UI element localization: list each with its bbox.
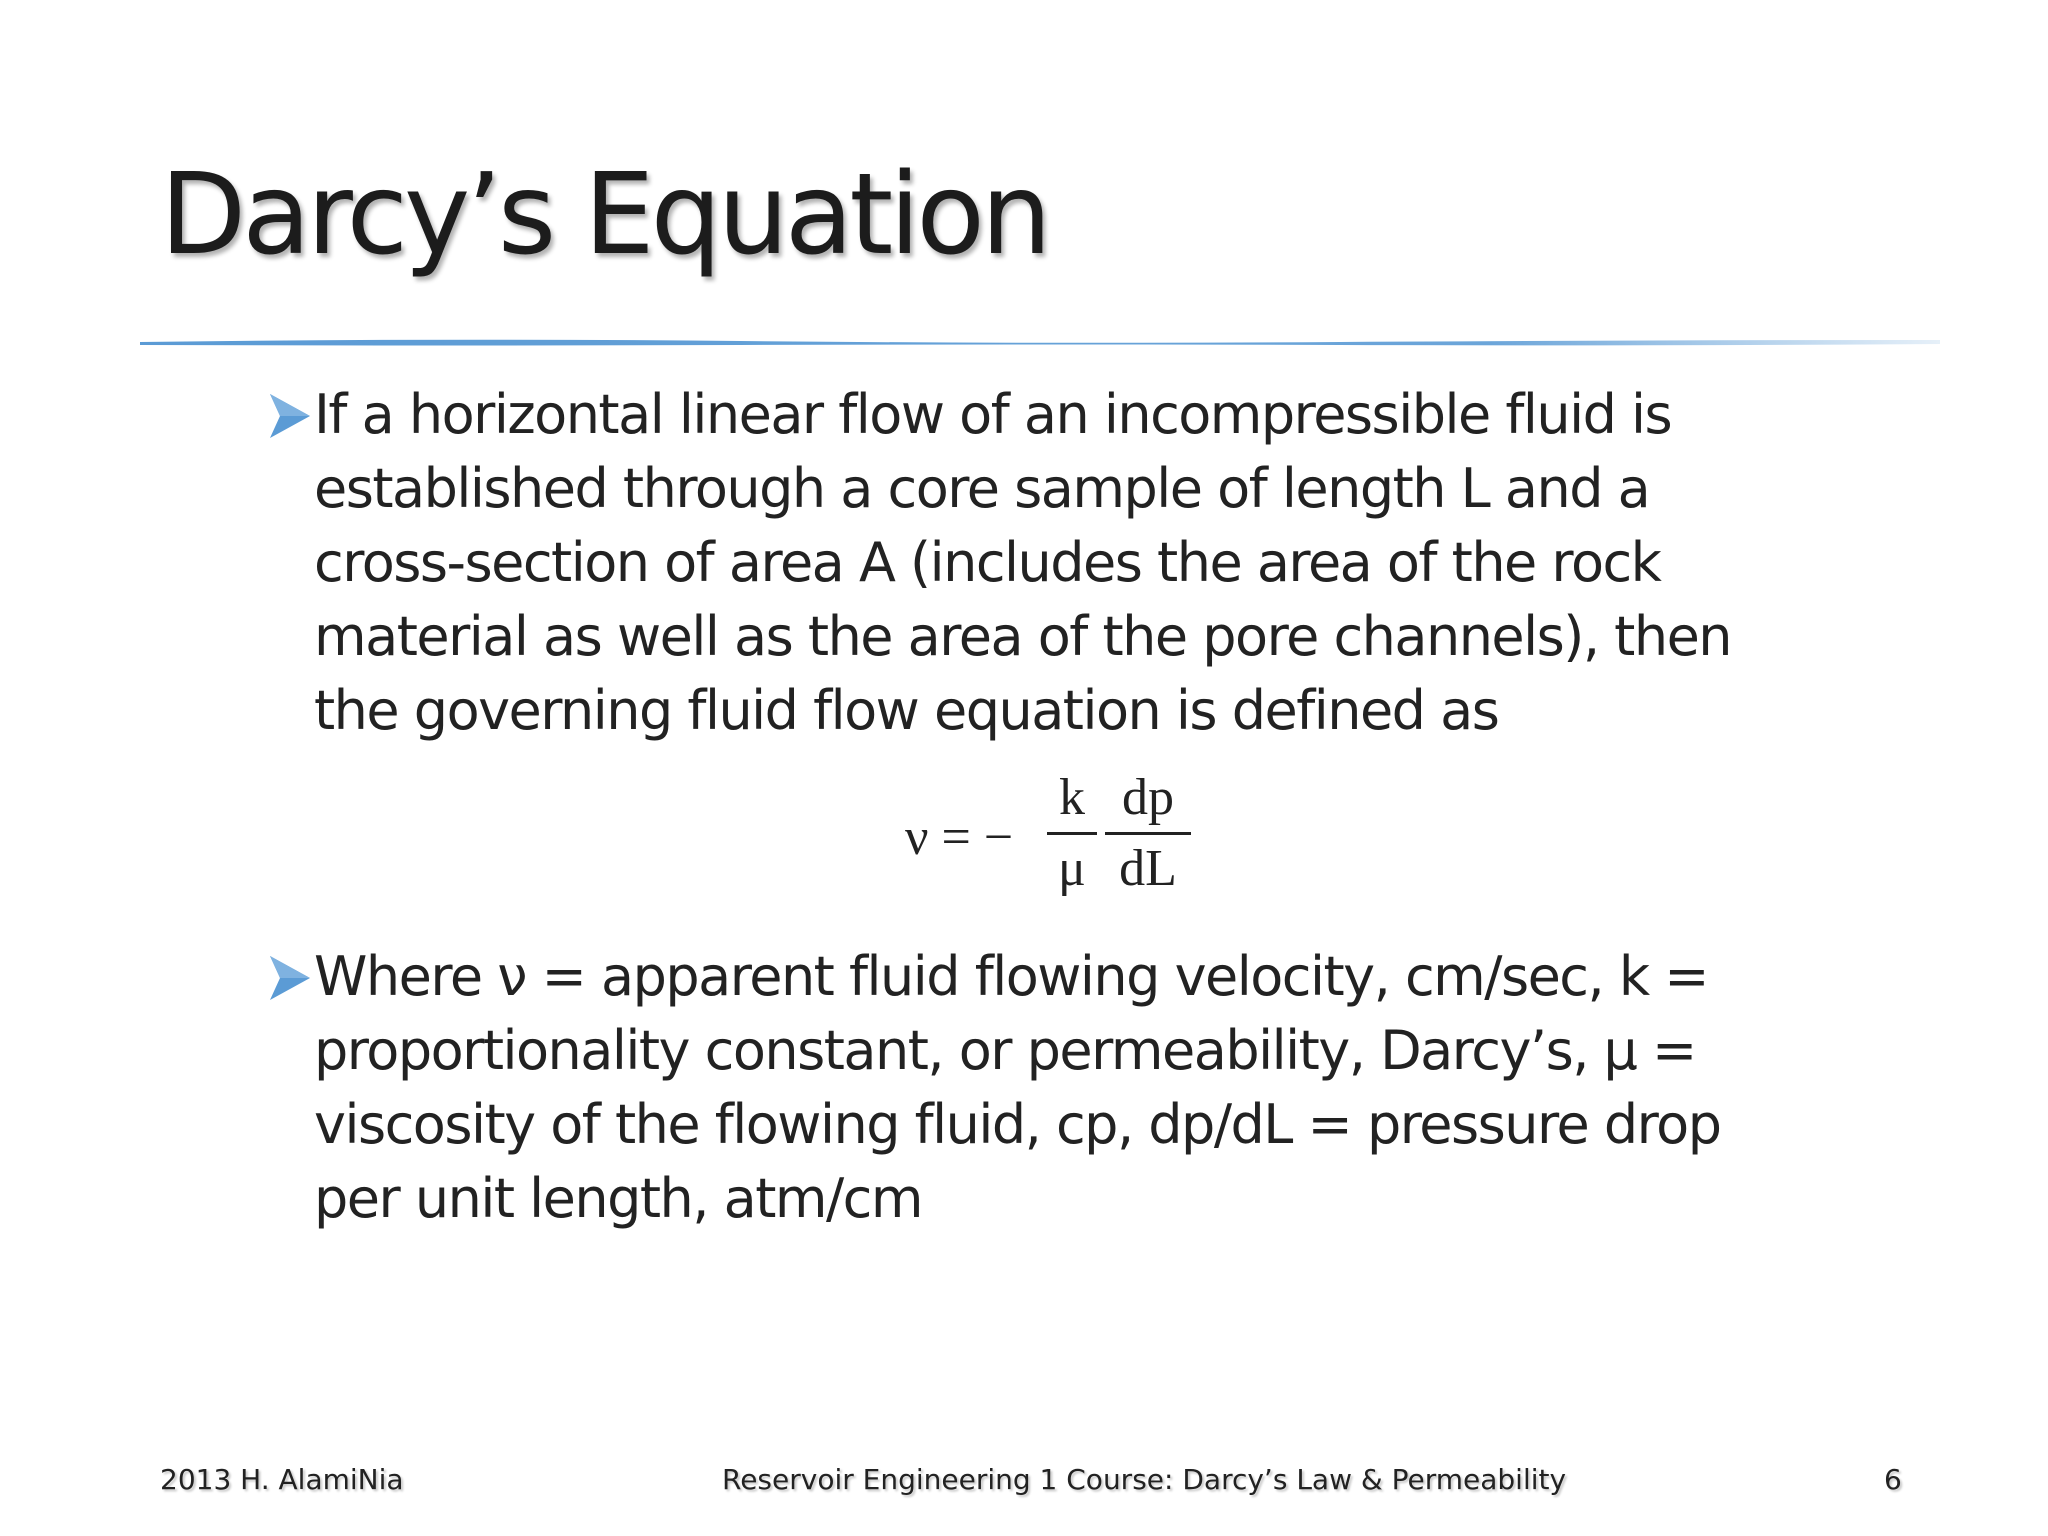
bullet-line: cross-section of area A (includes the area of the rock	[314, 531, 1661, 594]
footer-course-title: Reservoir Engineering 1 Course: Darcy’s Law & Permeability	[722, 1463, 1567, 1496]
fraction-bar	[1047, 832, 1097, 835]
bullet-line: the governing fluid flow equation is defined as	[314, 679, 1499, 742]
bullet-definition	[266, 378, 1866, 748]
equation-lhs: ν = −	[905, 809, 1014, 866]
bullet-line: established through a core sample of length L and a	[314, 457, 1650, 520]
title-divider	[140, 332, 1940, 352]
fraction-numerator: dp	[1122, 769, 1174, 826]
footer-author: 2013 H. AlamiNia	[160, 1463, 404, 1496]
bullet-line: If a horizontal linear flow of an incompressible fluid is	[314, 383, 1672, 446]
darcy-equation	[905, 770, 1195, 910]
bullet-variables	[266, 940, 1866, 1236]
fraction-dp-over-dl	[1105, 770, 1191, 897]
arrow-bullet-icon	[266, 952, 314, 1004]
arrow-bullet-icon	[266, 390, 314, 442]
bullet-definition-text	[314, 378, 1866, 748]
bullet-line: viscosity of the flowing fluid, cp, dp/dL = pressure drop	[314, 1093, 1721, 1156]
fraction-numerator: k	[1059, 769, 1085, 826]
bullet-line: proportionality constant, or permeability, Darcy’s, μ =	[314, 1019, 1696, 1082]
fraction-bar	[1105, 832, 1191, 835]
bullet-line: Where ν = apparent fluid flowing velocity, cm/sec, k =	[314, 945, 1709, 1008]
footer-page-number: 6	[1884, 1463, 1902, 1496]
bullet-line: per unit length, atm/cm	[314, 1167, 922, 1230]
slide-title: Darcy’s Equation	[160, 150, 1048, 280]
fraction-denominator: μ	[1058, 840, 1086, 897]
fraction-denominator: dL	[1119, 840, 1177, 897]
bullet-line: material as well as the area of the pore channels), then	[314, 605, 1732, 668]
bullet-variables-text	[314, 940, 1866, 1236]
fraction-k-over-mu	[1047, 770, 1097, 897]
